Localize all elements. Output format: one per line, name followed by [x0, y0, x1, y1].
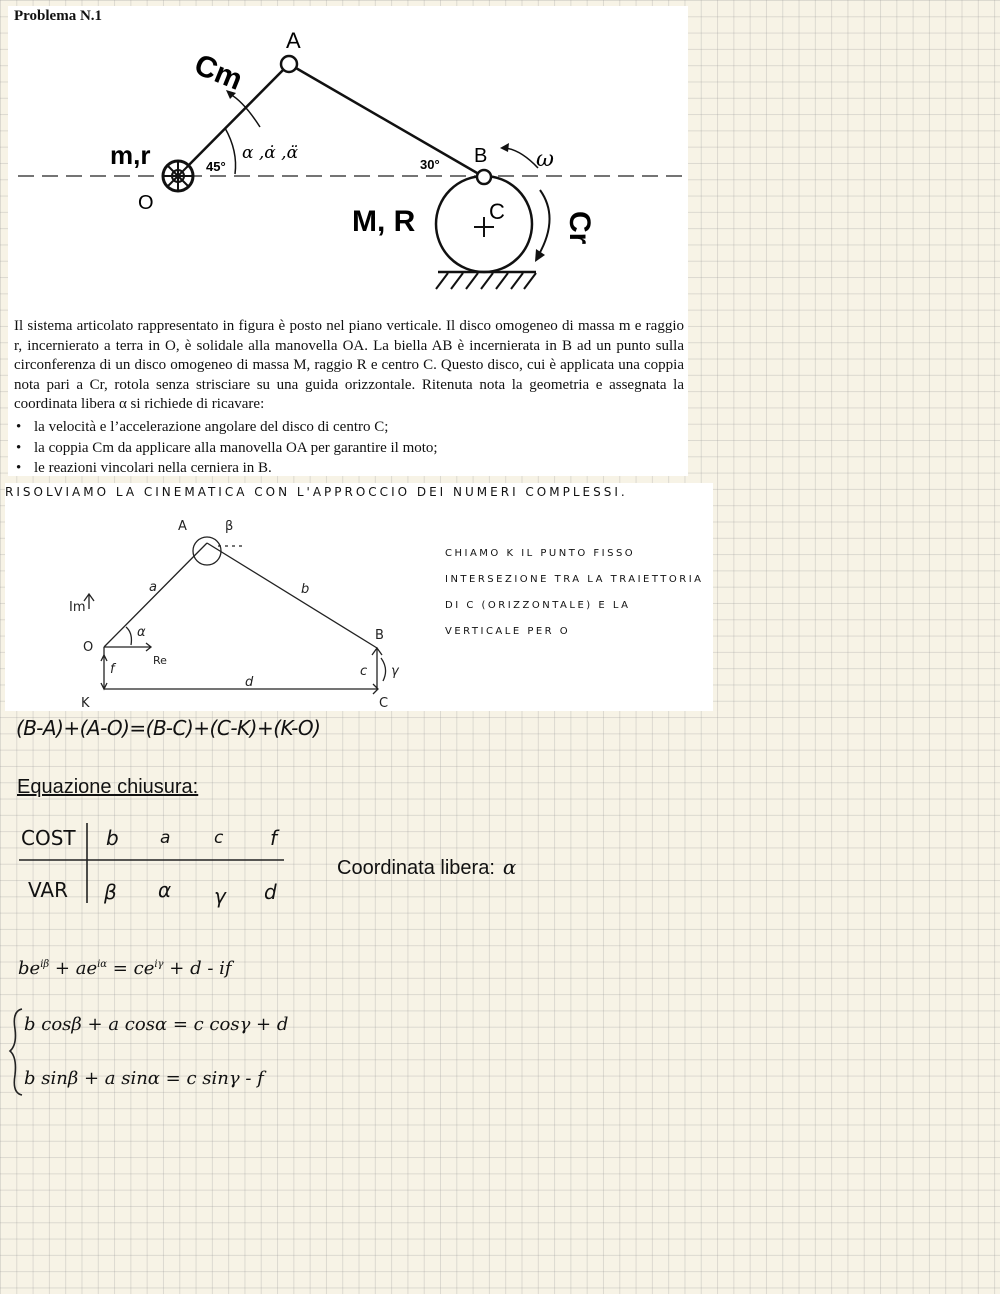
- var-cell: α: [158, 878, 172, 902]
- sk-label-o: O: [83, 640, 94, 655]
- label-omega: ω: [536, 147, 554, 172]
- label-mr: m,r: [110, 140, 151, 170]
- problem-paragraph: [14, 317, 684, 415]
- closure-heading: Equazione chiusura:: [17, 776, 199, 798]
- joint-a: [281, 56, 297, 72]
- list-item: • la coppia Cm da applicare alla manovella OA per garantire il moto;: [14, 438, 684, 459]
- eq-exponent: iβ: [40, 959, 50, 970]
- label-b: B: [474, 145, 488, 167]
- free-coordinate-symbol: α: [502, 855, 517, 879]
- sk-label-beta: β: [225, 519, 234, 534]
- note-line: INTERSEZIONE TRA LA TRAIETTORIA: [445, 574, 704, 585]
- sk-label-c: C: [379, 696, 389, 711]
- variables-table: [14, 818, 289, 918]
- problem-statement: [8, 6, 688, 476]
- eq-exponent: iγ: [154, 959, 164, 970]
- cost-cell: c: [214, 828, 224, 848]
- link-a: [104, 543, 207, 647]
- system-equation-imag: b sinβ + a sinα = c sinγ - f: [24, 1068, 264, 1089]
- label-c: C: [489, 199, 505, 224]
- system-equation-real: b cosβ + a cosα = c cosγ + d: [24, 1014, 289, 1035]
- joint-b: [477, 170, 491, 184]
- sk-label-re: Re: [153, 654, 167, 667]
- note-line: CHIAMO K IL PUNTO FISSO: [445, 548, 636, 559]
- eq-part: + d - if: [169, 958, 232, 979]
- rod-ab: [289, 64, 484, 177]
- eq-exponent: iα: [97, 959, 108, 970]
- mechanism-figure: [8, 6, 688, 306]
- free-coordinate-label: Coordinata libera:: [337, 857, 495, 879]
- eq-part: e: [29, 958, 41, 979]
- var-cell: γ: [214, 884, 226, 908]
- sk-label-d: d: [245, 675, 254, 690]
- label-o: O: [138, 192, 154, 214]
- label-mr-big: M, R: [352, 205, 416, 238]
- problem-title: Problema N.1: [14, 8, 103, 24]
- sk-label-gamma: γ: [391, 664, 399, 679]
- sk-label-b: B: [375, 628, 384, 643]
- free-coordinate: [337, 855, 516, 880]
- eq-part: e: [143, 958, 155, 979]
- sk-label-a-link: a: [149, 580, 157, 595]
- link-b: [207, 543, 377, 648]
- label-a: A: [286, 28, 301, 53]
- sk-label-c-link: c: [360, 664, 368, 679]
- eq-part: b: [18, 958, 30, 979]
- list-item: • le reazioni vincolari nella cerniera in B.: [14, 458, 684, 479]
- cost-cell: f: [270, 826, 278, 850]
- sk-label-a: A: [178, 519, 187, 534]
- complex-closure-equation: [18, 958, 232, 979]
- kinematic-sketch: [5, 483, 713, 711]
- vector-equation: (B-A)+(A-O)=(B-C)+(C-K)+(K-O): [16, 716, 321, 740]
- row-label-cost: COST: [21, 826, 76, 850]
- disc-o: [163, 161, 193, 191]
- sk-label-b-link: b: [301, 582, 310, 597]
- sk-label-im: Im: [69, 600, 86, 615]
- label-alpha: α ,α̇ ,α̈: [242, 143, 299, 163]
- sketch-notes: [445, 541, 704, 645]
- eq-part: e: [86, 958, 98, 979]
- label-cr: Cr: [563, 211, 596, 245]
- system-brace: [6, 1005, 26, 1100]
- sk-label-alpha: α: [137, 625, 146, 640]
- paragraph-text: Il sistema articolato rappresentato in figura è posto nel piano verticale. Il disco omogeneo di massa m e raggio r, incernierato a terra in O, è solidale alla manovella OA. La biella AB è incernierata in B ad un punto sulla circonferenza di un disco omogeneo di massa M, raggio R e centro C. Questo disco, cui è applicata una coppia nota pari a Cr, rotola senza strisciare su una guida orizzontale. Ritenuta nota la geometria e assegnata la coordinata libera α si richiede di ricavare:: [14, 318, 684, 413]
- sketch-heading: RISOLVIAMO LA CINEMATICA CON L'APPROCCIO DEI NUMERI COMPLESSI.: [5, 485, 628, 499]
- label-cm: Cm: [189, 48, 247, 97]
- sk-label-f: f: [110, 662, 115, 677]
- cost-cell: a: [160, 828, 171, 848]
- cost-cell: b: [106, 826, 119, 850]
- note-line: DI C (ORIZZONTALE) E LA: [445, 600, 631, 611]
- row-label-var: VAR: [28, 878, 68, 902]
- var-cell: d: [264, 880, 277, 904]
- requirements-list: [14, 417, 684, 479]
- var-cell: β: [104, 880, 117, 904]
- eq-part: = c: [112, 958, 144, 979]
- label-30: 30°: [420, 157, 440, 172]
- eq-part: + a: [54, 958, 87, 979]
- list-item: • la velocità e l’accelerazione angolare del disco di centro C;: [14, 417, 684, 438]
- label-45: 45°: [206, 159, 226, 174]
- note-line: VERTICALE PER O: [445, 626, 571, 637]
- sk-label-k: K: [81, 696, 90, 711]
